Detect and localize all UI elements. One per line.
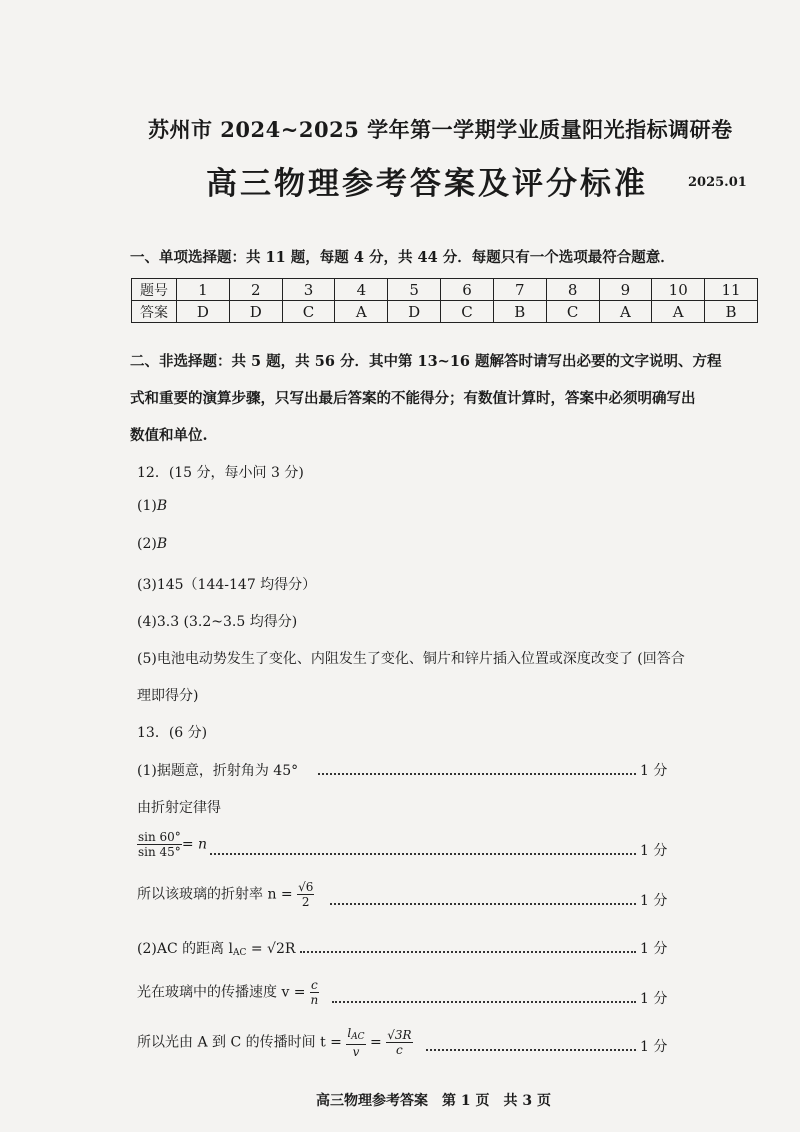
answer-cell: B [705, 301, 758, 323]
answer-cell: A [335, 301, 388, 323]
table-row-numbers [132, 279, 758, 301]
q13-step2: 由折射定律得 [137, 800, 221, 816]
q13-step1: (1)据题意，折射角为 45° [137, 763, 299, 779]
question-number: 9 [599, 279, 652, 301]
q12-answer-5-line1: (5)电池电动势发生了变化、内阻发生了变化、铜片和锌片插入位置或深度改变了 (回答合 [137, 651, 685, 667]
question-number: 2 [229, 279, 282, 301]
q12-answer-2: (2)B [137, 536, 168, 552]
q13-step5: (2)AC 的距离 $l_{AC} = √2R$ [137, 941, 296, 958]
answer-table [131, 278, 758, 323]
question-number: 8 [546, 279, 599, 301]
points-label: 1 分 [640, 941, 668, 957]
dot-leader [318, 773, 636, 775]
section2-line2: 式和重要的演算步骤，只写出最后答案的不能得分；有数值计算时，答案中必须明确写出 [130, 390, 696, 407]
question-number: 5 [388, 279, 441, 301]
q12-answer-5-line2: 理即得分) [137, 688, 199, 704]
section2-line3: 数值和单位. [130, 427, 208, 444]
q13-step3: $\frac{\sin 60^\circ}{\sin 45^\circ}$ = n [138, 830, 208, 859]
section2-line1: 二、非选择题：共 5 题，共 56 分．其中第 13~16 题解答时请写出必要的文字说明、方程 [130, 353, 722, 370]
dot-leader [330, 903, 636, 905]
question-number: 10 [652, 279, 705, 301]
question-number: 6 [441, 279, 494, 301]
question-number: 11 [705, 279, 758, 301]
fraction: $\frac{√6}{2}$ [298, 880, 314, 909]
fraction: $\frac{√3R}{c}$ [387, 1028, 412, 1057]
row-label-numbers: 题号 [132, 279, 177, 301]
q13-title: 13．(6 分) [137, 725, 208, 741]
answer-cell: D [388, 301, 441, 323]
exam-title: 苏州市 2024~2025 学年第一学期学业质量阳光指标调研卷 [148, 117, 733, 142]
points-label: 1 分 [640, 1039, 668, 1055]
dot-leader [210, 853, 636, 855]
q12-answer-3: (3)145（144-147 均得分） [137, 577, 317, 593]
answer-cell: D [229, 301, 282, 323]
dot-leader [300, 951, 636, 953]
table-row-answers [132, 301, 758, 323]
page-title: 高三物理参考答案及评分标准 [206, 166, 648, 202]
answer-cell: C [441, 301, 494, 323]
answer-cell: C [546, 301, 599, 323]
fraction: $\frac{l_{AC}}{v}$ [347, 1026, 365, 1059]
dot-leader [332, 1001, 636, 1003]
fraction: $\frac{\sin 60^\circ}{\sin 45^\circ}$ [138, 830, 181, 859]
dot-leader [426, 1049, 636, 1051]
q13-step6: 光在玻璃中的传播速度 v = $\frac{c}{n}$ [137, 978, 319, 1007]
section1-heading: 一、单项选择题：共 11 题，每题 4 分，共 44 分．每题只有一个选项最符合题意． [130, 249, 675, 266]
points-label: 1 分 [640, 843, 668, 859]
answer-cell: C [282, 301, 335, 323]
row-label-answers: 答案 [132, 301, 177, 323]
q12-answer-4: (4)3.3 (3.2~3.5 均得分) [137, 614, 298, 630]
q13-step4: 所以该玻璃的折射率 n = $\frac{√6}{2}$ [137, 880, 314, 909]
answer-cell: B [493, 301, 546, 323]
answer-cell: A [599, 301, 652, 323]
question-number: 1 [177, 279, 230, 301]
points-label: 1 分 [640, 763, 668, 779]
question-number: 7 [493, 279, 546, 301]
fraction: $\frac{c}{n}$ [310, 978, 319, 1007]
q13-step7: 所以光由 A 到 C 的传播时间 t = $\frac{l_{AC}}{v}$ = $\frac{√3R}{c}$ [137, 1026, 412, 1059]
question-number: 3 [282, 279, 335, 301]
points-label: 1 分 [640, 893, 668, 909]
points-label: 1 分 [640, 991, 668, 1007]
question-number: 4 [335, 279, 388, 301]
page-footer: 高三物理参考答案 第 1 页 共 3 页 [316, 1093, 551, 1109]
answer-cell: D [177, 301, 230, 323]
q12-answer-1: (1)B [137, 498, 168, 514]
exam-date: 2025.01 [688, 175, 747, 190]
q12-title: 12．(15 分，每小问 3 分) [137, 465, 304, 481]
answer-cell: A [652, 301, 705, 323]
